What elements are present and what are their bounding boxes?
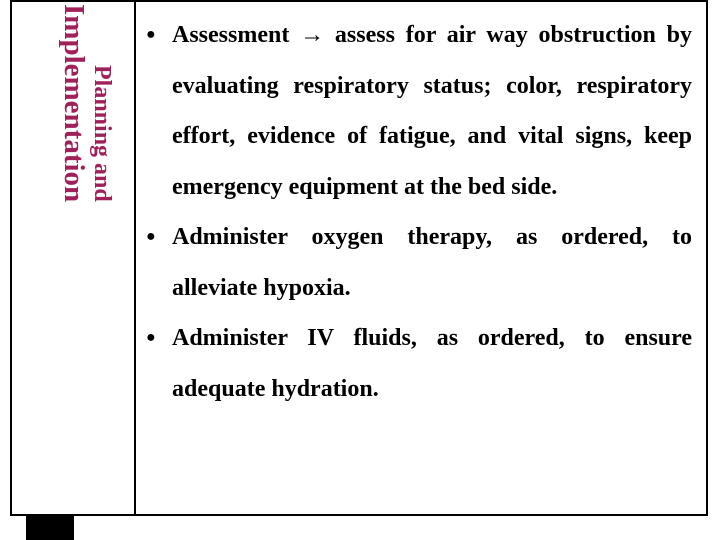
- footer-decoration: [26, 516, 74, 540]
- bullet-icon: ●: [146, 228, 156, 245]
- bullet-item: [146, 10, 692, 212]
- bullet-text: Administer oxygen therapy, as ordered, to alleviate hypoxia.: [172, 224, 692, 301]
- bullet-text: Administer IV fluids, as ordered, to ensure adequate hydration.: [172, 325, 692, 402]
- side-title-text: [58, 4, 115, 202]
- bullet-item: [146, 212, 692, 313]
- bullet-list: [146, 10, 692, 414]
- bullet-icon: ●: [146, 329, 156, 346]
- side-title-line-2: Implementation: [58, 4, 90, 203]
- bullet-icon: ●: [146, 26, 156, 43]
- side-title-line-1: Planning and: [89, 65, 115, 203]
- side-title-column: [12, 2, 136, 514]
- slide-frame: [10, 0, 708, 516]
- side-title: [12, 2, 136, 222]
- bullet-item: [146, 313, 692, 414]
- bullet-text: Assessment → assess for air way obstruction by evaluating respiratory status; color, respiratory effort, evidence of fatigue, and vital signs, keep emergency equipment at the bed side.: [172, 22, 692, 200]
- content-area: [146, 10, 692, 414]
